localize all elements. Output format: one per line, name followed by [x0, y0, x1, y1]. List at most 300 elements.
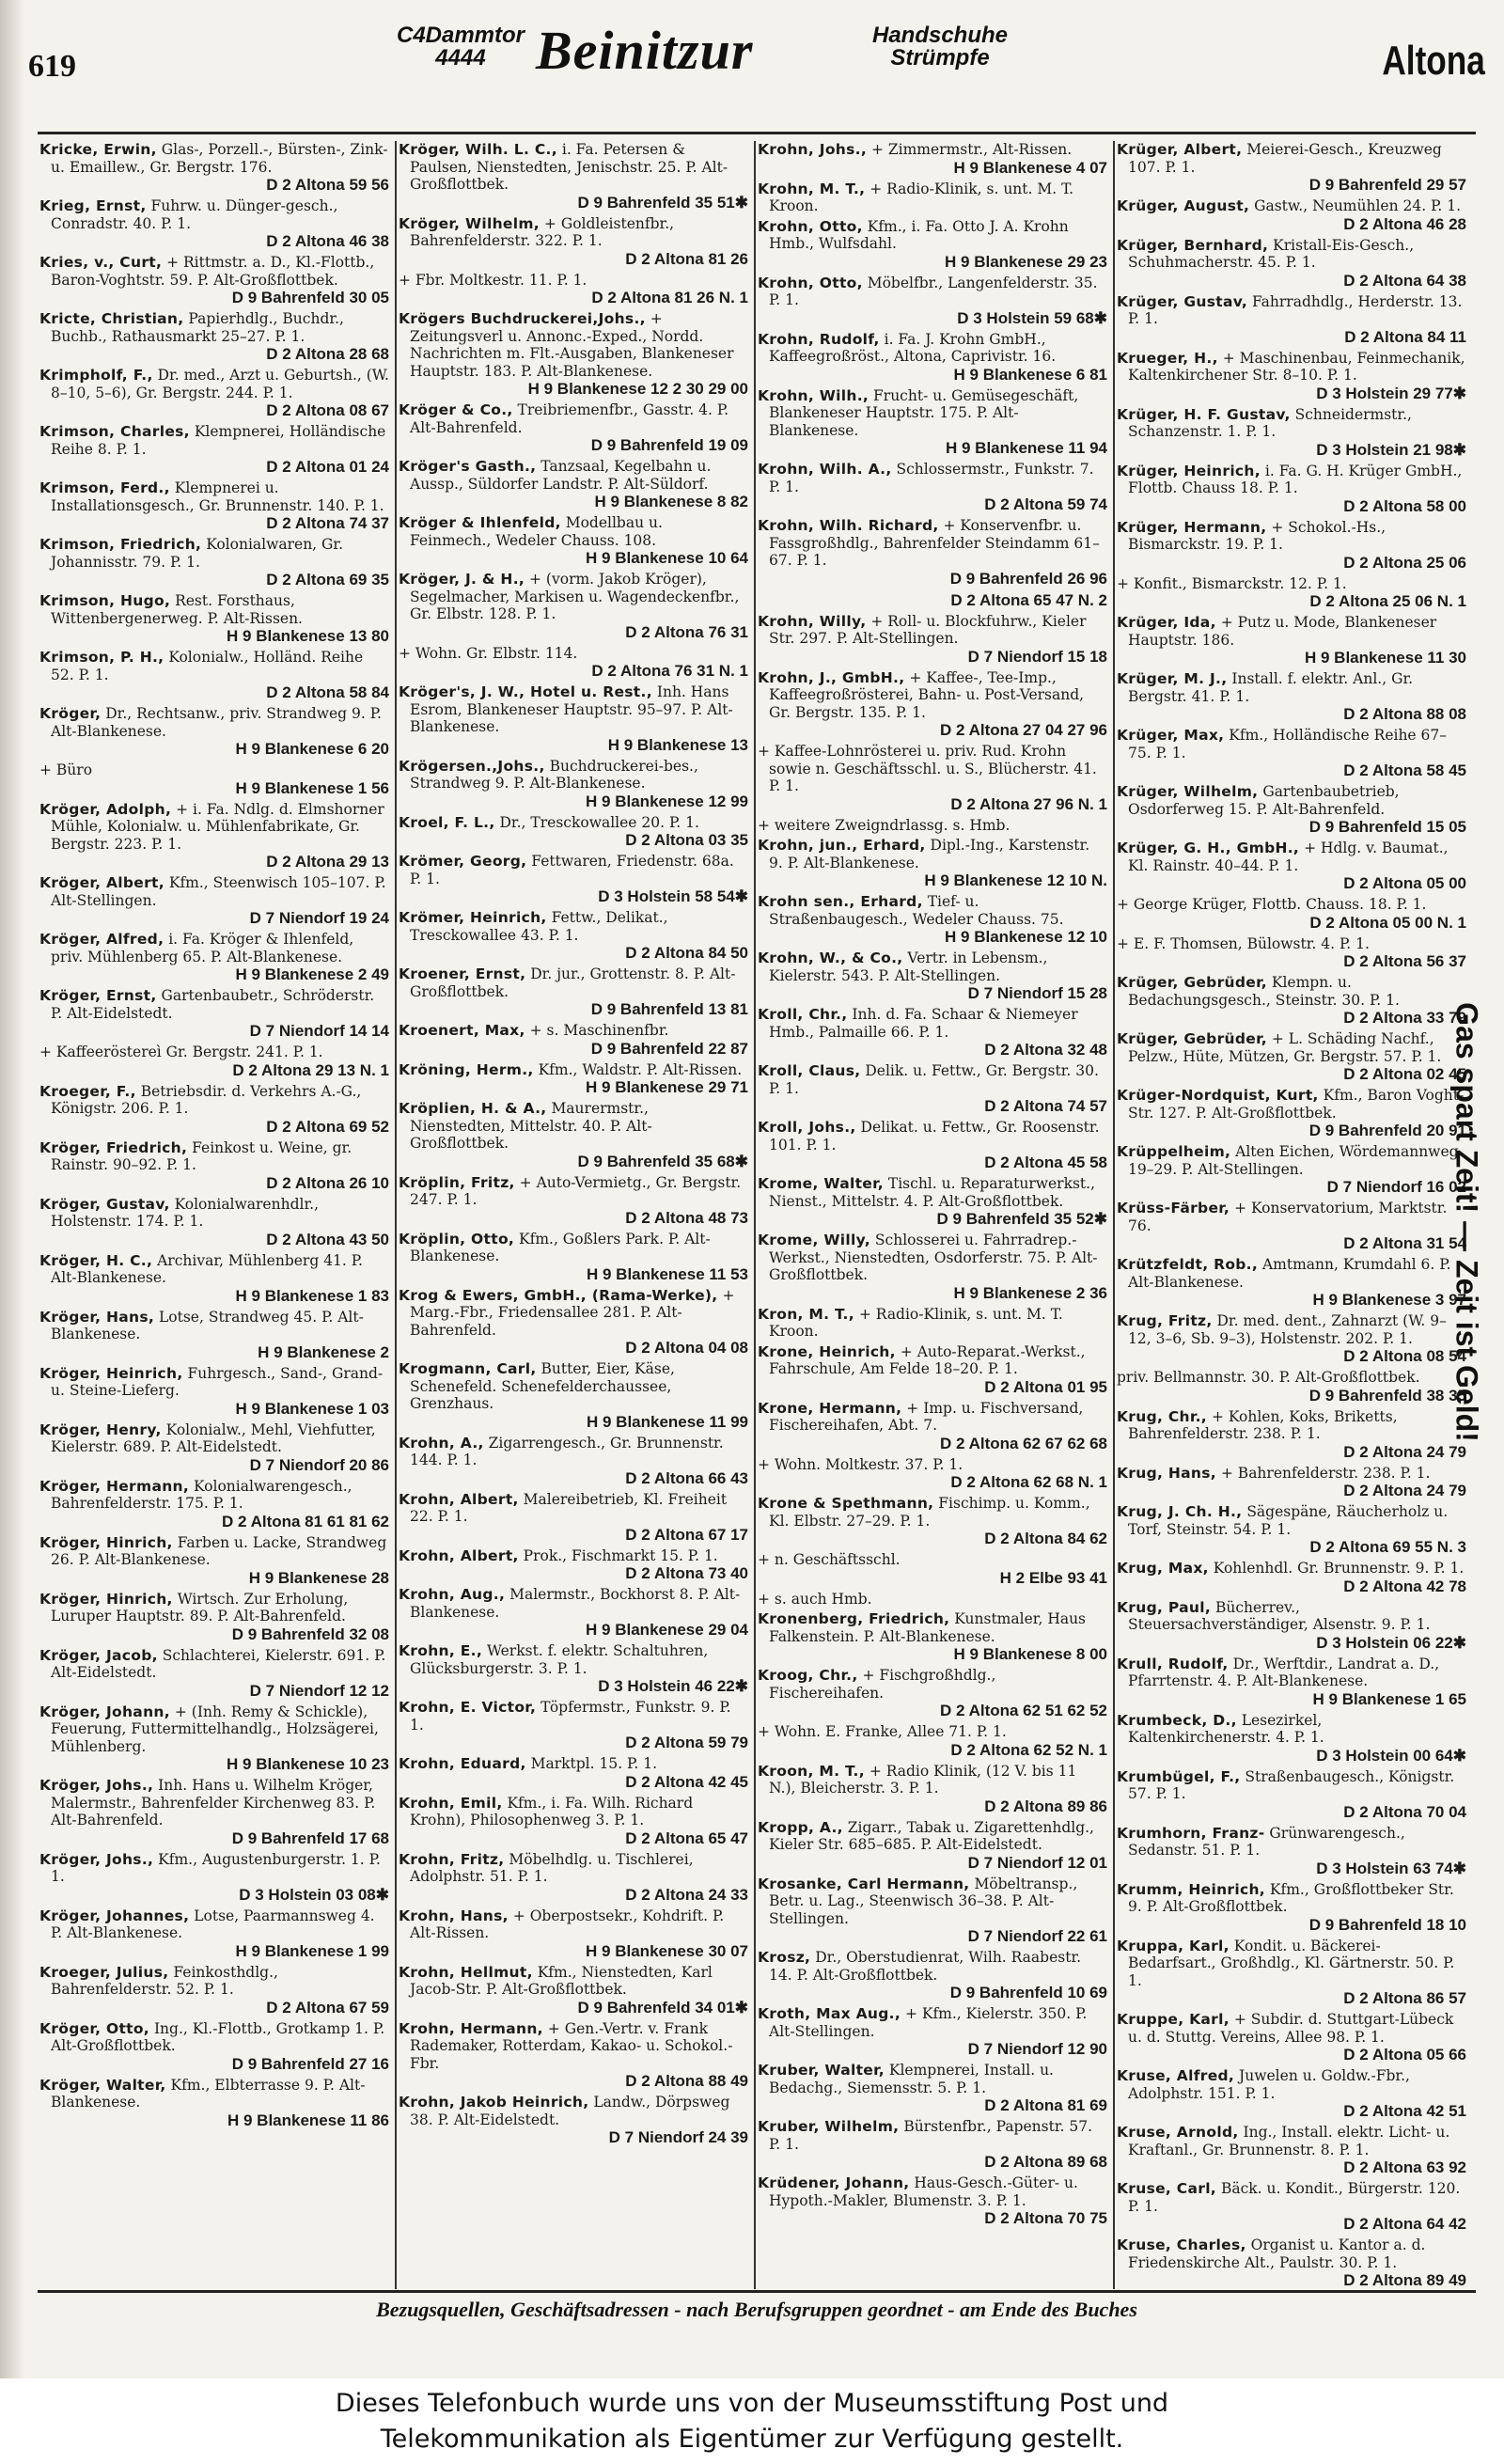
- header-rule: [38, 132, 1476, 134]
- entry-details: Zigarr., Tabak u. Zigarettenhdlg., Kieler Str. 685–685. P. Alt-Eidelstedt.: [769, 1818, 1094, 1853]
- listing-entry: [1117, 2011, 1466, 2064]
- listing-entry: [1117, 1087, 1466, 1140]
- listing-entry: [399, 1491, 748, 1545]
- entry-name: Kröger, Friedrich,: [39, 1138, 188, 1156]
- listing-entry: [1117, 1825, 1466, 1878]
- entry-phone: D 9 Bahrenfeld 13 81: [590, 1000, 748, 1018]
- entry-name: Kröger, Otto,: [39, 2019, 149, 2037]
- listing-entry: [39, 1309, 389, 1362]
- entry-phone: D 3 Holstein 59 68✱: [957, 308, 1107, 327]
- entry-phone: H 9 Blankenese 2: [258, 1342, 389, 1361]
- entry-phone: D 2 Altona 65 47 N. 2: [950, 590, 1107, 609]
- entry-phone: H 9 Blankenese 6 20: [235, 740, 389, 758]
- entry-details: Inh. Hans Esrom, Blankeneser Hauptstr. 95–97. P. Alt-Blankenese.: [410, 683, 733, 735]
- listing-entry: [399, 1360, 748, 1432]
- entry-details: Gartenbaubetrieb, Osdorferweg 15. P. Alt-Bahrenfeld.: [1128, 783, 1400, 818]
- entry-phone: H 9 Blankenese 3 97: [1312, 1291, 1466, 1309]
- entry-name: Kröger, Heinrich,: [39, 1364, 183, 1382]
- entry-phone: D 2 Altona 24 79: [1343, 1482, 1466, 1499]
- entry-name: Kroth, Max Aug.,: [758, 2005, 901, 2022]
- entry-phone: D 3 Holstein 06 22✱: [1316, 1633, 1466, 1652]
- entry-name: Krimpholf, F.,: [39, 367, 153, 384]
- entry-name: Krüger, Gebrüder,: [1117, 974, 1267, 991]
- entry-phone: D 9 Bahrenfeld 19 09: [590, 436, 748, 454]
- entry-name: Kruse, Alfred,: [1117, 2067, 1235, 2084]
- entry-phone: D 2 Altona 62 68 N. 1: [950, 1473, 1107, 1491]
- entry-name: Krieg, Ernst,: [39, 197, 147, 214]
- entry-details: Modellbau u. Feinmech., Wedeler Chauss. 108.: [410, 514, 663, 549]
- entry-name: Krumm, Heinrich,: [1117, 1880, 1265, 1898]
- listing-entry: [399, 310, 748, 399]
- entry-name: Krogmann, Carl,: [399, 1360, 537, 1377]
- entry-phone: D 2 Altona 62 67 62 68: [940, 1434, 1107, 1452]
- entry-phone: D 2 Altona 59 79: [625, 1734, 748, 1751]
- entry-phone: H 9 Blankenese 11 99: [586, 1412, 748, 1431]
- entry-phone: H 9 Blankenese 10 64: [586, 549, 748, 567]
- place-heading: Altona: [1382, 38, 1485, 84]
- listing-entry: [1117, 197, 1466, 234]
- listing-entry: [39, 761, 389, 798]
- entry-name: Kröger, Hermann,: [39, 1477, 190, 1495]
- ad-products-line2: Strümpfe: [890, 45, 990, 71]
- entry-phone: D 2 Altona 81 69: [984, 2096, 1107, 2114]
- entry-name: Krüger, Ida,: [1117, 614, 1216, 631]
- listing-entry: [758, 591, 1107, 610]
- entry-name: Krohn, Aug.,: [399, 1586, 506, 1603]
- entry-phone: D 2 Altona 81 61 81 62: [222, 1512, 389, 1530]
- entry-details: Kfm., Elbterrasse 9. P. Alt-Blankenese.: [51, 2076, 366, 2111]
- entry-details: Kfm., i. Fa. Wilh. Richard Krohn), Philosophenweg 3. P. 1.: [410, 1794, 694, 1828]
- listing-entry: [1117, 1030, 1466, 1084]
- entry-details: Töpfermstr., Funkstr. 9. P. 1.: [410, 1699, 731, 1734]
- entry-phone: D 9 Bahrenfeld 35 68✱: [577, 1152, 748, 1170]
- entry-details: + Bahrenfelderstr. 238. P. 1.: [1220, 1464, 1431, 1482]
- entry-details: Meierei-Gesch., Kreuzweg 107. P. 1.: [1128, 141, 1442, 176]
- entry-details: + (Inh. Remy & Schickle), Feuerung, Futtermittelhandlg., Holzsägerei, Mühlenberg.: [51, 1703, 379, 1755]
- entry-details: Tief- u. Straßenbaugesch., Wedeler Chauss. 75.: [769, 893, 1064, 928]
- entry-details: + Subdir. d. Stuttgart-Lübeck u. d. Stuttg. Vereins, Allee 98. P. 1.: [1128, 2011, 1454, 2046]
- entry-name: Kroll, Chr.,: [758, 1006, 848, 1023]
- entry-name: Kroel, F. L.,: [399, 813, 495, 831]
- entry-name: Krosz,: [758, 1949, 811, 1966]
- entry-details: Maurermstr., Nienstedten, Mittelstr. 40. P. Alt-Großflottbek.: [410, 1100, 652, 1152]
- entry-phone: D 2 Altona 33 79: [1343, 1009, 1466, 1027]
- entry-phone: D 2 Altona 64 42: [1343, 2215, 1466, 2233]
- entry-phone: D 9 Bahrenfeld 32 08: [231, 1624, 389, 1643]
- entry-details: Alten Eichen, Wördemannweg 19–29. P. Alt-Stellingen.: [1128, 1143, 1459, 1178]
- entry-phone: D 2 Altona 25 06 N. 1: [1309, 592, 1466, 610]
- entry-phone: D 2 Altona 74 57: [984, 1097, 1107, 1115]
- listing-entry: [399, 514, 748, 568]
- listing-entry: [758, 817, 1107, 835]
- footer-rule: [38, 2290, 1476, 2293]
- entry-details: + (vorm. Jakob Kröger), Segelmacher, Markisen u. Wagendeckenfbr., Gr. Elbstr. 128. P. 1.: [410, 571, 740, 622]
- entry-details: Betriebsdir. d. Verkehrs A.-G., Königstr. 206. P. 1.: [51, 1082, 362, 1117]
- entry-details: Ing., Kl.-Flottb., Grotkamp 1. P. Alt-Großflottbek.: [51, 2019, 385, 2054]
- entry-phone: D 2 Altona 64 38: [1343, 271, 1466, 290]
- listing-entry: [758, 141, 1107, 178]
- entry-details: + Kaffeeröstereì Gr. Bergstr. 241. P. 1.: [39, 1044, 323, 1060]
- entry-name: Krug, Chr.,: [1117, 1407, 1207, 1425]
- entry-phone: H 9 Blankenese 29 71: [586, 1078, 748, 1096]
- entry-phone: H 9 Blankenese 12 10 N.: [924, 871, 1107, 889]
- entry-phone: H 9 Blankenese 6 81: [953, 365, 1107, 384]
- entry-name: Kroon, M. T.,: [758, 1762, 865, 1780]
- entry-name: Kröger, Adolph,: [39, 800, 172, 818]
- entry-details: Archivar, Mühlenberg 41. P. Alt-Blankenese.: [51, 1251, 363, 1286]
- listing-entry: [1117, 1881, 1466, 1935]
- entry-name: Kröger & Co.,: [399, 401, 513, 418]
- entry-details: + Konservenfbr. u. Fassgroßhdlg., Bahrenfelder Steindamm 61–67. P. 1.: [769, 517, 1100, 569]
- listing-entry: [399, 1907, 748, 1961]
- entry-phone: D 2 Altona 70 04: [1343, 1802, 1466, 1821]
- entry-name: Krüger, Heinrich,: [1117, 462, 1261, 479]
- entry-name: Krohn, Hellmut,: [399, 1963, 533, 1981]
- listing-entry: [39, 310, 389, 364]
- entry-phone: H 9 Blankenese 11 86: [227, 2111, 389, 2129]
- entry-details: Rest. Forsthaus, Wittenbergenerweg. P. Alt-Rissen.: [51, 592, 303, 627]
- listing-entry: [758, 613, 1107, 667]
- entry-phone: D 2 Altona 05 00 N. 1: [1309, 913, 1466, 932]
- listing-entry: [1117, 1369, 1466, 1405]
- entry-phone: D 2 Altona 86 57: [1343, 1989, 1466, 2007]
- entry-phone: D 2 Altona 84 62: [984, 1530, 1107, 1547]
- entry-name: Krohn, Jakob Heinrich,: [399, 2094, 589, 2111]
- entry-name: Krüger, Hermann,: [1117, 518, 1267, 536]
- entry-name: Krohn, Otto,: [758, 217, 863, 235]
- listing-entry: [399, 1699, 748, 1752]
- entry-name: Krützfeldt, Rob.,: [1117, 1256, 1259, 1273]
- listing-entry: [39, 1252, 389, 1306]
- listing-entry: [39, 1964, 389, 2017]
- entry-details: + Fbr. Moltkestr. 11. P. 1.: [399, 271, 588, 289]
- entry-details: Farben u. Lacke, Strandweg 26. P. Alt-Blankenese.: [51, 1533, 387, 1568]
- listing-entry: [758, 1232, 1107, 1303]
- entry-details: Malermstr., Bockhorst 8. P. Alt-Blankenese.: [410, 1586, 741, 1621]
- entry-phone: D 9 Bahrenfeld 10 69: [949, 1984, 1107, 2001]
- entry-name: Kronenberg, Friedrich,: [758, 1610, 950, 1627]
- listing-entry: [758, 1723, 1107, 1760]
- listing-entry: [758, 743, 1107, 814]
- entry-name: Krohn, Eduard,: [399, 1755, 526, 1772]
- entry-details: + Imp. u. Fischversand, Fischereihafen, Abt. 7.: [769, 1399, 1084, 1434]
- entry-name: Krömer, Georg,: [399, 853, 527, 870]
- entry-name: Kröplien, H. & A.,: [399, 1100, 547, 1117]
- entry-details: + Schokol.-Hs., Bismarckstr. 19. P. 1.: [1128, 518, 1386, 553]
- entry-details: + weitere Zweigndrlassg. s. Hmb.: [758, 816, 1010, 834]
- entry-details: Feinkost u. Weine, gr. Rainstr. 90–92. P. 1.: [51, 1138, 352, 1173]
- entry-details: + Wohn. Moltkestr. 37. P. 1.: [758, 1455, 964, 1473]
- entry-phone: D 7 Niendorf 12 01: [967, 1853, 1107, 1872]
- entry-name: Kröger, Gustav,: [39, 1195, 170, 1213]
- listing-entry: [39, 705, 389, 759]
- listing-entry: [399, 571, 748, 642]
- entry-phone: D 9 Bahrenfeld 35 51✱: [577, 193, 748, 212]
- entry-phone: D 2 Altona 03 35: [625, 831, 748, 849]
- listing-entry: [1117, 935, 1466, 972]
- entry-details: Wirtsch. Zur Erholung, Luruper Hauptstr. 89. P. Alt-Bahrenfeld.: [51, 1590, 349, 1624]
- listing-entry: [399, 2094, 748, 2147]
- entry-phone: D 9 Bahrenfeld 17 68: [231, 1828, 389, 1847]
- listing-entry: [758, 1667, 1107, 1720]
- entry-name: Krohn, E.,: [399, 1642, 483, 1659]
- listing-entry: [1117, 1712, 1466, 1766]
- listing-entry: [758, 1551, 1107, 1588]
- entry-phone: D 2 Altona 70 75: [984, 2209, 1107, 2227]
- entry-phone: D 7 Niendorf 15 28: [967, 984, 1107, 1002]
- entry-details: Fischimp. u. Komm., Kl. Elbstr. 27–29. P. 1.: [769, 1495, 1090, 1530]
- entry-name: Krüger, G. H., GmbH.,: [1117, 840, 1300, 856]
- entry-phone: H 9 Blankenese 12 10: [945, 928, 1107, 946]
- listing-entry: [399, 814, 748, 851]
- listing-entry: [1117, 2236, 1466, 2289]
- entry-details: Zigarrengesch., Gr. Brunnenstr. 144. P. 1.: [410, 1434, 724, 1468]
- entry-name: Kröger,: [39, 705, 102, 722]
- entry-phone: D 7 Niendorf 15 18: [967, 647, 1107, 666]
- entry-name: Krohn, Albert,: [399, 1546, 519, 1564]
- entry-phone: D 3 Holstein 58 54✱: [598, 887, 748, 905]
- entry-phone: D 2 Altona 24 79: [1343, 1442, 1466, 1461]
- entry-details: + n. Geschäftsschl.: [758, 1551, 901, 1568]
- listing-entry: [1117, 670, 1466, 724]
- entry-details: Sägespäne, Räucherholz u. Torf, Steinstr. 54. P. 1.: [1128, 1503, 1449, 1538]
- entry-details: + George Krüger, Flottb. Chauss. 18. P. 1.: [1117, 896, 1427, 913]
- entry-phone: D 2 Altona 29 13: [266, 853, 389, 871]
- entry-details: + Oberpostsekr., Kohdrift. P. Alt-Rissen.: [410, 1907, 725, 1941]
- listing-entry: [1117, 2067, 1466, 2121]
- entry-phone: D 7 Niendorf 14 14: [249, 1022, 389, 1040]
- entry-phone: D 2 Altona 81 26 N. 1: [591, 289, 748, 306]
- listing-entry: [39, 1365, 389, 1419]
- entry-phone: D 2 Altona 26 10: [266, 1173, 389, 1192]
- entry-details: + Gen.-Vertr. v. Frank Rademaker, Rotterdam, Kakao- u. Schokol.-Fbr.: [410, 2019, 733, 2072]
- entry-name: Krüger, Max,: [1117, 727, 1225, 744]
- ad-address-line2: 4444: [435, 45, 486, 71]
- listing-entry: [758, 1306, 1107, 1341]
- entry-name: Krüger, H. F. Gustav,: [1117, 405, 1291, 423]
- listing-entry: [758, 2174, 1107, 2228]
- entry-phone: D 2 Altona 25 06: [1343, 553, 1466, 572]
- listing-entry: [1117, 463, 1466, 516]
- entry-name: Krimson, P. H.,: [39, 649, 164, 666]
- entry-phone: D 7 Niendorf 12 90: [967, 2040, 1107, 2058]
- entry-phone: H 9 Blankenese 2 49: [235, 965, 389, 983]
- entry-name: Kricte, Christian,: [39, 310, 184, 327]
- entry-phone: D 2 Altona 31 54: [1343, 1234, 1466, 1252]
- entry-details: Kfm., Waldstr. P. Alt-Rissen.: [538, 1060, 743, 1078]
- listing-entry: [1117, 2180, 1466, 2234]
- entry-details: Kfm., Holländische Reihe 67–75. P. 1.: [1128, 727, 1448, 761]
- entry-phone: H 9 Blankenese 1 83: [235, 1286, 389, 1305]
- listing-entry: [1117, 1200, 1466, 1253]
- entry-details: Kolonialwaren, Gr. Johannisstr. 79. P. 1.: [51, 536, 344, 571]
- entry-details: Marktpl. 15. P. 1.: [530, 1755, 657, 1772]
- entry-phone: H 9 Blankenese 10 23: [227, 1755, 389, 1773]
- listing-columns: [39, 141, 1478, 2289]
- listing-entry: [758, 669, 1107, 741]
- listing-entry: [399, 683, 748, 755]
- entry-details: Frucht- u. Gemüsegeschäft, Blankeneser Hauptstr. 175. P. Alt-Blankenese.: [769, 386, 1079, 439]
- entry-details: + Radio Klinik, (12 V. bis 11 N.), Bleicherstr. 3. P. 1.: [769, 1762, 1077, 1797]
- listing-entry: [758, 1006, 1107, 1059]
- entry-details: + Kaffee-Lohnrösterei u. priv. Rud. Krohn sowie n. Geschäftsschl. u. S., Blücherstr. 41. P. 1.: [758, 743, 1097, 794]
- entry-phone: D 2 Altona 88 08: [1343, 705, 1466, 723]
- entry-details: Kohlenhdl. Gr. Brunnenstr. 9. P. 1.: [1213, 1560, 1465, 1577]
- entry-details: Dr., Werftdir., Landrat a. D., Pfarrtenstr. 4. P. Alt-Blankenese.: [1128, 1655, 1440, 1689]
- listing-entry: [758, 1819, 1107, 1873]
- entry-phone: D 2 Altona 01 24: [266, 458, 389, 476]
- entry-details: + Fischgroßhdlg., Fischereihafen.: [769, 1667, 996, 1702]
- entry-details: i. Fa. G. H. Krüger GmbH., Flottb. Chauss 18. P. 1.: [1128, 462, 1463, 496]
- entry-name: Kruber, Wilhelm,: [758, 2118, 900, 2135]
- entry-details: + Konfit., Bismarckstr. 12. P. 1.: [1117, 574, 1347, 592]
- listing-entry: [399, 1100, 748, 1171]
- entry-details: priv. Bellmannstr. 30. P. Alt-Großflottbek.: [1117, 1369, 1420, 1386]
- entry-name: Kroll, Claus,: [758, 1062, 861, 1079]
- listing-entry: [399, 1851, 748, 1905]
- entry-details: + Büro: [39, 761, 93, 778]
- entry-details: Schneidermstr., Schanzenstr. 1. P. 1.: [1128, 405, 1412, 440]
- entry-name: Krohn, Wilh. Richard,: [758, 517, 939, 534]
- entry-details: + Wohn. E. Franke, Allee 71. P. 1.: [758, 1723, 1007, 1740]
- entry-details: Kolonialw., Holländ. Reihe 52. P. 1.: [51, 649, 364, 683]
- entry-name: Krohn, E. Victor,: [399, 1699, 537, 1716]
- entry-phone: D 2 Altona 84 11: [1344, 327, 1466, 346]
- entry-phone: H 9 Blankenese 28: [248, 1568, 389, 1587]
- listing-entry: [1117, 1768, 1466, 1822]
- entry-details: Ing., Install. elektr. Licht- u. Kraftanl., Gr. Brunnenstr. 8. P. 1.: [1128, 2124, 1450, 2158]
- entry-name: Kroenert, Max,: [399, 1022, 525, 1039]
- entry-name: Kröger, Albert,: [39, 874, 164, 891]
- entry-phone: D 7 Niendorf 12 12: [249, 1681, 389, 1700]
- entry-details: Dr. med., Arzt u. Geburtsh., (W. 8–10, 5–6), Gr. Bergstr. 244. P. 1.: [51, 367, 389, 401]
- listing-entry: [39, 197, 389, 251]
- listing-entry: [399, 1795, 748, 1848]
- entry-details: Kfm., Großflottbeker Str. 9. P. Alt-Großflottbek.: [1128, 1880, 1454, 1915]
- entry-phone: D 7 Niendorf 20 86: [249, 1455, 389, 1474]
- entry-details: Fuhrw. u. Dünger-gesch., Conradstr. 40. P. 1.: [51, 197, 338, 232]
- listing-entry: [39, 1907, 389, 1961]
- entry-phone: D 9 Bahrenfeld 20 91: [1308, 1122, 1466, 1139]
- entry-name: Krohn, Wilh. A.,: [758, 461, 892, 478]
- entry-phone: H 9 Blankenese 8 00: [953, 1645, 1107, 1663]
- entry-phone: D 2 Altona 76 31 N. 1: [591, 662, 748, 680]
- entry-name: Krüger, Bernhard,: [1117, 236, 1269, 254]
- entry-name: Krimson, Friedrich,: [39, 536, 202, 553]
- entry-name: Kröger, Walter,: [39, 2076, 166, 2094]
- entry-details: Dr., Oberstudienrat, Wilh. Raabestr. 14. P. Alt-Großflottbek.: [769, 1949, 1082, 1984]
- listing-entry: [39, 2077, 389, 2130]
- entry-details: i. Fa. Kröger & Ihlenfeld, priv. Mühlenberg 65. P. Alt-Blankenese.: [51, 931, 354, 965]
- entry-phone: D 2 Altona 66 43: [625, 1468, 748, 1487]
- column-divider: [754, 141, 756, 2289]
- listing-entry: [758, 2118, 1107, 2172]
- listing-entry: [1117, 575, 1466, 612]
- entry-details: + Kfm., Kielerstr. 350. P. Alt-Stellingen.: [769, 2005, 1088, 2040]
- entry-phone: D 9 Bahrenfeld 29 57: [1308, 176, 1466, 194]
- entry-details: Kolonialwarenhdlr., Holstenstr. 174. P. 1.: [51, 1195, 320, 1230]
- entry-details: i. Fa. Petersen & Paulsen, Nienstedten, Jenischstr. 25. P. Alt-Großflottbek.: [410, 141, 728, 193]
- listing-entry: [758, 1062, 1107, 1116]
- entry-phone: D 2 Altona 65 47: [625, 1828, 748, 1847]
- entry-details: Install. f. elektr. Anl., Gr. Bergstr. 41. P. 1.: [1128, 670, 1414, 705]
- listing-entry: [758, 1495, 1107, 1548]
- entry-details: + Zeitungsverl u. Annonc.-Exped., Nordd. Nachrichten m. Flt.-Ausgaben, Blankeneser Hauptstr. 183. P. Alt-Blankenese.: [410, 310, 734, 380]
- entry-details: Kfm., Nienstedten, Karl Jacob-Str. P. Alt-Großflottbek.: [410, 1963, 713, 1998]
- page-edge-shadow: [0, 0, 24, 2378]
- entry-name: Krohn, M. T.,: [758, 180, 866, 197]
- entry-name: Kröger, Johs.,: [39, 1777, 154, 1794]
- entry-name: Krumbügel, F.,: [1117, 1767, 1241, 1785]
- entry-details: + Kaffee-, Tee-Imp., Kaffeegroßrösterei, Bahn- u. Post-Versand, Gr. Bergstr. 135. P. 1.: [769, 668, 1085, 721]
- entry-details: Haus-Gesch.-Güter- u. Hypoth.-Makler, Blumenstr. 3. P. 1.: [769, 2174, 1078, 2209]
- listing-entry: [1117, 1312, 1466, 1366]
- entry-phone: D 9 Bahrenfeld 27 16: [231, 2054, 389, 2073]
- entry-name: Kröger, J. & H.,: [399, 571, 525, 588]
- entry-phone: H 9 Blankenese 1 03: [235, 1399, 389, 1418]
- listing-entry: [758, 1610, 1107, 1664]
- listing-entry: [758, 1343, 1107, 1397]
- entry-details: Dr., Tresckowallee 20. P. 1.: [499, 813, 699, 831]
- entry-details: Klempnerei, Holländische Reihe 8. P. 1.: [51, 423, 386, 458]
- entry-name: Krohn, Willy,: [758, 612, 867, 630]
- entry-phone: D 2 Altona 42 45: [625, 1772, 748, 1791]
- entry-phone: H 9 Blankenese 12 99: [586, 792, 748, 810]
- entry-name: Krüger, Wilhelm,: [1117, 783, 1259, 800]
- entry-name: Krug, Paul,: [1117, 1598, 1212, 1616]
- entry-phone: D 2 Altona 28 68: [266, 345, 389, 363]
- column-divider: [395, 141, 397, 2289]
- entry-name: Krögersen.,Johs.,: [399, 757, 545, 775]
- entry-details: Inh. d. Fa. Schaar & Niemeyer Hmb., Palmaille 66. P. 1.: [769, 1006, 1078, 1041]
- entry-phone: D 2 Altona 59 56: [266, 176, 389, 194]
- entry-details: Kondit. u. Bäckerei-Bedarfsart., Großhdlg., Kl. Gärtnerstr. 50. P. 1.: [1128, 1937, 1455, 1989]
- entry-phone: D 2 Altona 76 31: [625, 622, 748, 641]
- entry-phone: H 9 Blankenese 11 53: [586, 1264, 748, 1283]
- entry-details: Kfm., i. Fa. Otto J. A. Krohn Hmb., Wulfsdahl.: [769, 217, 1069, 252]
- ad-address-line1: C4Dammtor: [396, 23, 525, 48]
- entry-details: Straßenbaugesch., Königstr. 57. P. 1.: [1128, 1767, 1455, 1802]
- entry-phone: H 9 Blankenese 29 04: [586, 1621, 748, 1639]
- entry-phone: D 2 Altona 73 40: [625, 1564, 748, 1582]
- entry-phone: D 7 Niendorf 16 02: [1326, 1178, 1466, 1196]
- entry-details: Landw., Dörpsweg 38. P. Alt-Eidelstedt.: [410, 2094, 730, 2128]
- entry-phone: D 2 Altona 46 38: [266, 232, 389, 250]
- entry-phone: D 2 Altona 67 17: [625, 1525, 748, 1544]
- entry-details: + Rittmstr. a. D., Kl.-Flottb., Baron-Voghtstr. 59. P. Alt-Großflottbek.: [51, 254, 375, 289]
- entry-details: + Hdlg. v. Baumat., Kl. Rainstr. 40–44. P. 1.: [1128, 840, 1449, 874]
- listing-column-2: [399, 141, 748, 2289]
- entry-phone: D 2 Altona 62 52 N. 1: [950, 1740, 1107, 1759]
- entry-name: Krüss-Färber,: [1117, 1200, 1230, 1216]
- entry-phone: D 2 Altona 42 51: [1343, 2102, 1466, 2120]
- entry-name: Krog & Ewers, GmbH., (Rama-Werke),: [399, 1286, 718, 1304]
- listing-entry: [1117, 141, 1466, 195]
- entry-details: Möbeltransp., Betr. u. Lag., Steenwisch 36–38. P. Alt-Stellingen.: [769, 1875, 1078, 1927]
- listing-entry: [1117, 1599, 1466, 1653]
- entry-name: Kröger, Hinrich,: [39, 1533, 173, 1551]
- entry-phone: H 9 Blankenese 1 65: [1312, 1689, 1466, 1708]
- entry-details: Fuhrgesch., Sand-, Grand- u. Steine-Lieferg.: [51, 1364, 384, 1399]
- entry-phone: D 2 Altona 27 04 27 96: [940, 721, 1107, 739]
- entry-phone: D 2 Altona 29 13 N. 1: [232, 1060, 389, 1079]
- listing-column-4: [1117, 141, 1466, 2289]
- listing-entry: [399, 2020, 748, 2092]
- entry-name: Krimson, Hugo,: [39, 592, 171, 609]
- listing-entry: [399, 1435, 748, 1488]
- entry-name: Kroll, Johs.,: [758, 1119, 856, 1136]
- entry-details: + L. Schäding Nachf., Pelzw., Hüte, Mützen, Gr. Bergstr. 57. P. 1.: [1128, 1030, 1442, 1065]
